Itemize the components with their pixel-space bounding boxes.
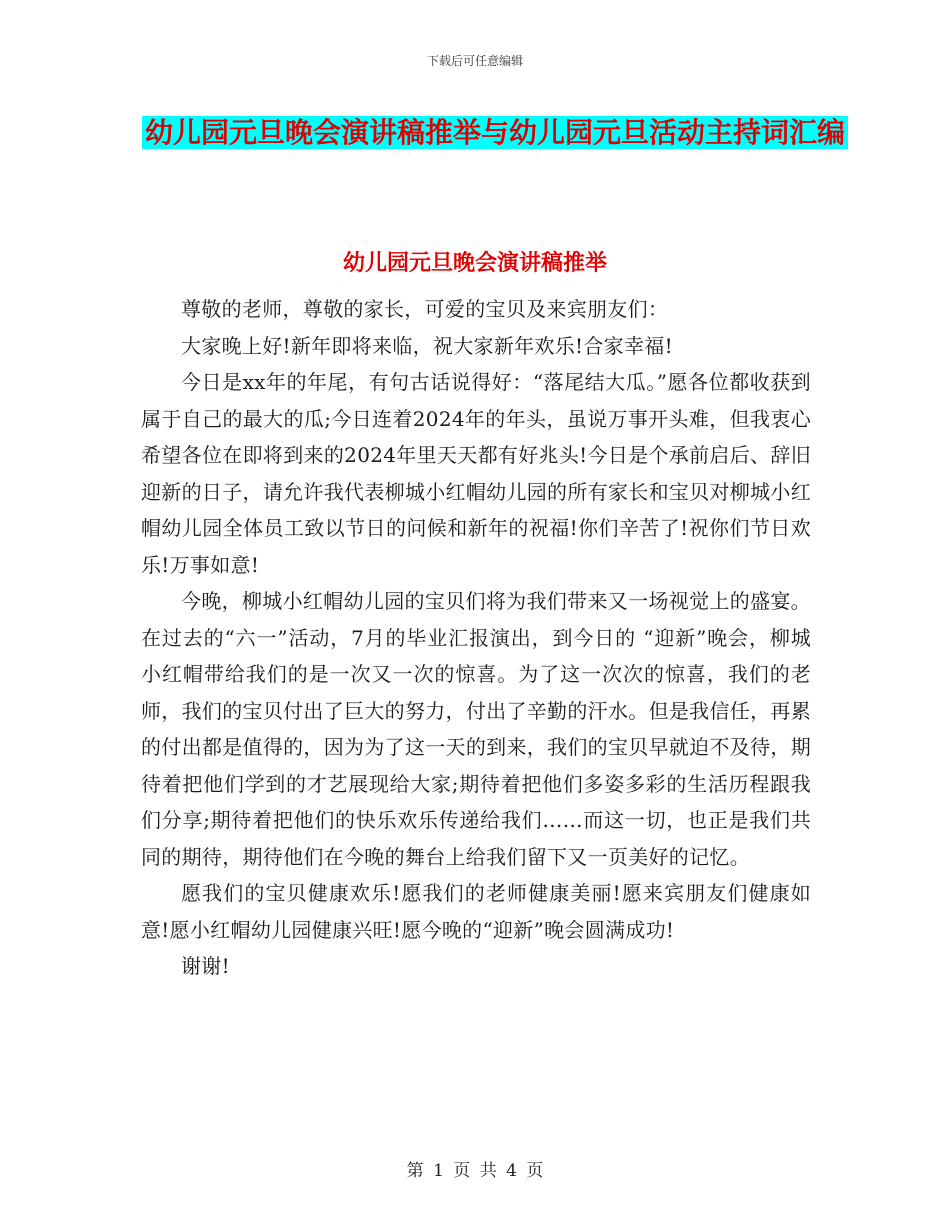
paragraph-evening: 今晚，柳城小红帽幼儿园的宝贝们将为我们带来又一场视觉上的盛宴。在过去的“六一”活动，7月的毕业汇报演出，到今日的 “迎新”晚会，柳城小红帽带给我们的是一次又一次的惊喜。为了这一次次的惊喜，我们的老师，我们的宝贝付出了巨大的努力，付出了辛勤的汗水。但是我信任，再累的付出都是值得的，因为为了这一天的到来，我们的宝贝早就迫不及待，期待着把他们学到的才艺展现给大家;期待着把他们多姿多彩的生活历程跟我们分享;期待着把他们的快乐欢乐传递给我们……而这一切，也正是我们共同的期待，期待他们在今晚的舞台上给我们留下又一页美好的记忆。 [141, 589, 811, 869]
section-title: 幼儿园元旦晚会演讲稿推举 [342, 250, 607, 276]
body-text [141, 291, 811, 985]
page-number: 第 1 页 共 4 页 [406, 1161, 544, 1181]
paragraph-wishes: 愿我们的宝贝健康欢乐!愿我们的老师健康美丽!愿来宾朋友们健康如意!愿小红帽幼儿园健康兴旺!愿今晚的“迎新”晚会圆满成功! [141, 881, 811, 942]
document-title-text: 幼儿园元旦晚会演讲稿推举与幼儿园元旦活动主持词汇编 [142, 116, 848, 149]
paragraph-greeting: 大家晚上好!新年即将来临，祝大家新年欢乐!合家幸福! [181, 333, 673, 358]
document-title [140, 108, 850, 158]
paragraph-salutation: 尊敬的老师，尊敬的家长，可爱的宝贝及来宾朋友们： [181, 297, 669, 321]
paragraph-thanks: 谢谢! [181, 954, 230, 978]
page-header-note: 下载后可任意编辑 [426, 54, 523, 68]
paragraph-new-year: 今日是xx年的年尾，有句古话说得好：“落尾结大瓜。”愿各位都收获到属于自己的最大的瓜;今日连着2024年的年头，虽说万事开头难，但我衷心希望各位在即将到来的2024年里天天都有好兆头!今日是个承前启后、辞旧迎新的日子，请允许我代表柳城小红帽幼儿园的所有家长和宝贝对柳城小红帽幼儿园全体员工致以节日的问候和新年的祝福!你们辛苦了!祝你们节日欢乐!万事如意! [141, 370, 811, 577]
